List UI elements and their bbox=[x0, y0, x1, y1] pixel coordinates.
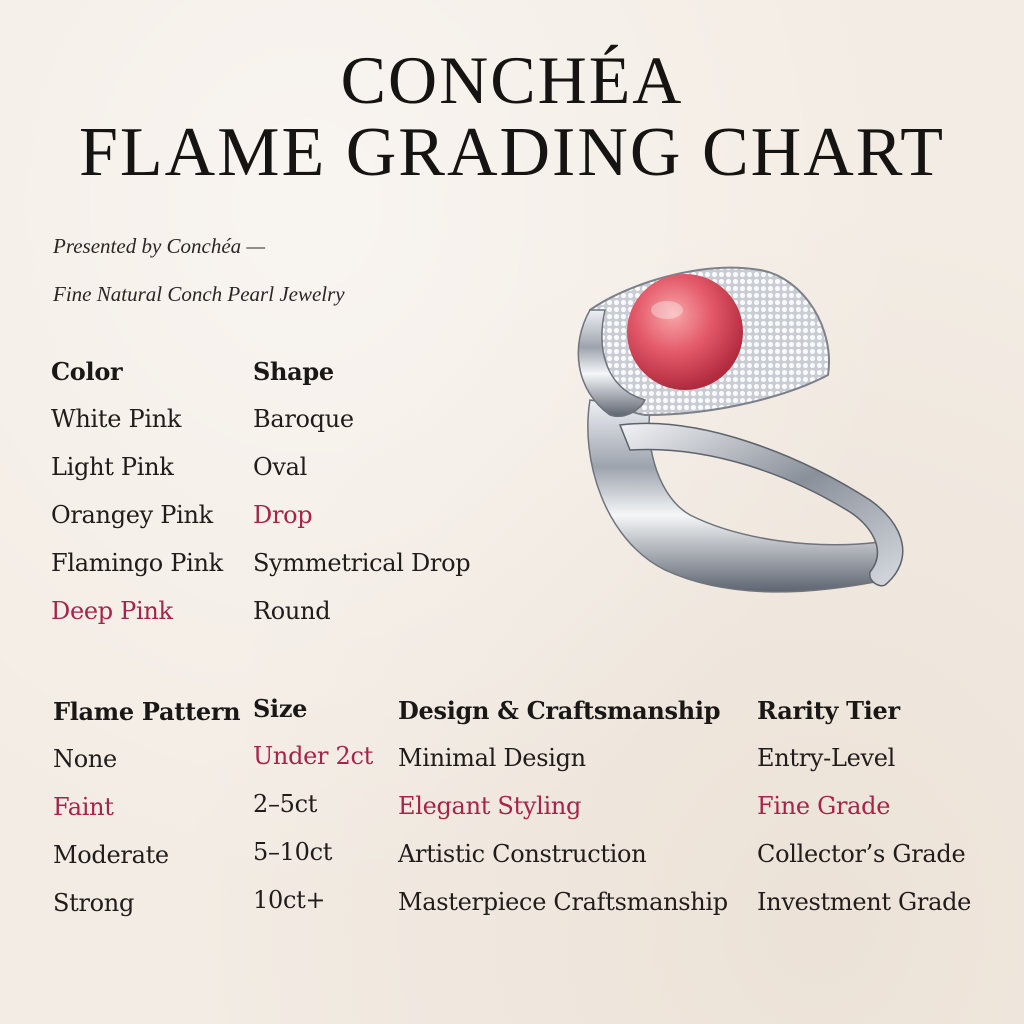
color-item: Light Pink bbox=[51, 453, 174, 481]
size-item: 10ct+ bbox=[253, 886, 326, 914]
design-item: Masterpiece Craftsmanship bbox=[398, 888, 728, 916]
design-column bbox=[398, 696, 728, 935]
flame-pattern-item: Faint bbox=[53, 793, 114, 821]
rarity-column bbox=[757, 696, 971, 935]
rarity-item: Collector’s Grade bbox=[757, 840, 966, 868]
design-heading: Design & Craftsmanship bbox=[398, 696, 721, 725]
color-item: Orangey Pink bbox=[51, 501, 213, 529]
color-heading: Color bbox=[51, 357, 123, 386]
design-item: Artistic Construction bbox=[398, 840, 647, 868]
shape-item: Oval bbox=[253, 453, 308, 481]
rarity-item: Investment Grade bbox=[757, 888, 972, 916]
color-item: White Pink bbox=[51, 405, 182, 433]
flame-pattern-item: Moderate bbox=[53, 841, 169, 869]
color-column bbox=[51, 357, 223, 644]
rarity-item: Entry-Level bbox=[757, 744, 896, 772]
size-item: Under 2ct bbox=[253, 742, 374, 770]
shape-heading: Shape bbox=[253, 357, 334, 386]
size-column bbox=[253, 694, 373, 933]
chart-title: FLAME GRADING CHART bbox=[78, 114, 946, 191]
shape-item: Round bbox=[253, 597, 331, 625]
shape-item: Drop bbox=[253, 501, 313, 529]
color-item: Deep Pink bbox=[51, 597, 173, 625]
size-item: 5–10ct bbox=[253, 838, 333, 866]
subtitle-tagline: Fine Natural Conch Pearl Jewelry bbox=[53, 282, 345, 306]
flame-pattern-item: Strong bbox=[53, 889, 135, 917]
shape-column bbox=[253, 357, 470, 644]
flame-pattern-heading: Flame Pattern bbox=[53, 697, 241, 726]
rarity-heading: Rarity Tier bbox=[757, 696, 900, 725]
shape-item: Baroque bbox=[253, 405, 354, 433]
design-item: Minimal Design bbox=[398, 744, 586, 772]
color-item: Flamingo Pink bbox=[51, 549, 223, 577]
ring-with-pink-conch-pearl-image bbox=[550, 250, 920, 620]
brand-title: CONCHÉA bbox=[340, 42, 684, 118]
flame-pattern-column bbox=[53, 697, 240, 936]
flame-pattern-item: None bbox=[53, 745, 117, 773]
design-item: Elegant Styling bbox=[398, 792, 582, 820]
size-heading: Size bbox=[253, 694, 308, 723]
size-item: 2–5ct bbox=[253, 790, 318, 818]
rarity-item: Fine Grade bbox=[757, 792, 891, 820]
subtitle-presented-by: Presented by Conchéa — bbox=[53, 234, 266, 258]
shape-item: Symmetrical Drop bbox=[253, 549, 471, 577]
